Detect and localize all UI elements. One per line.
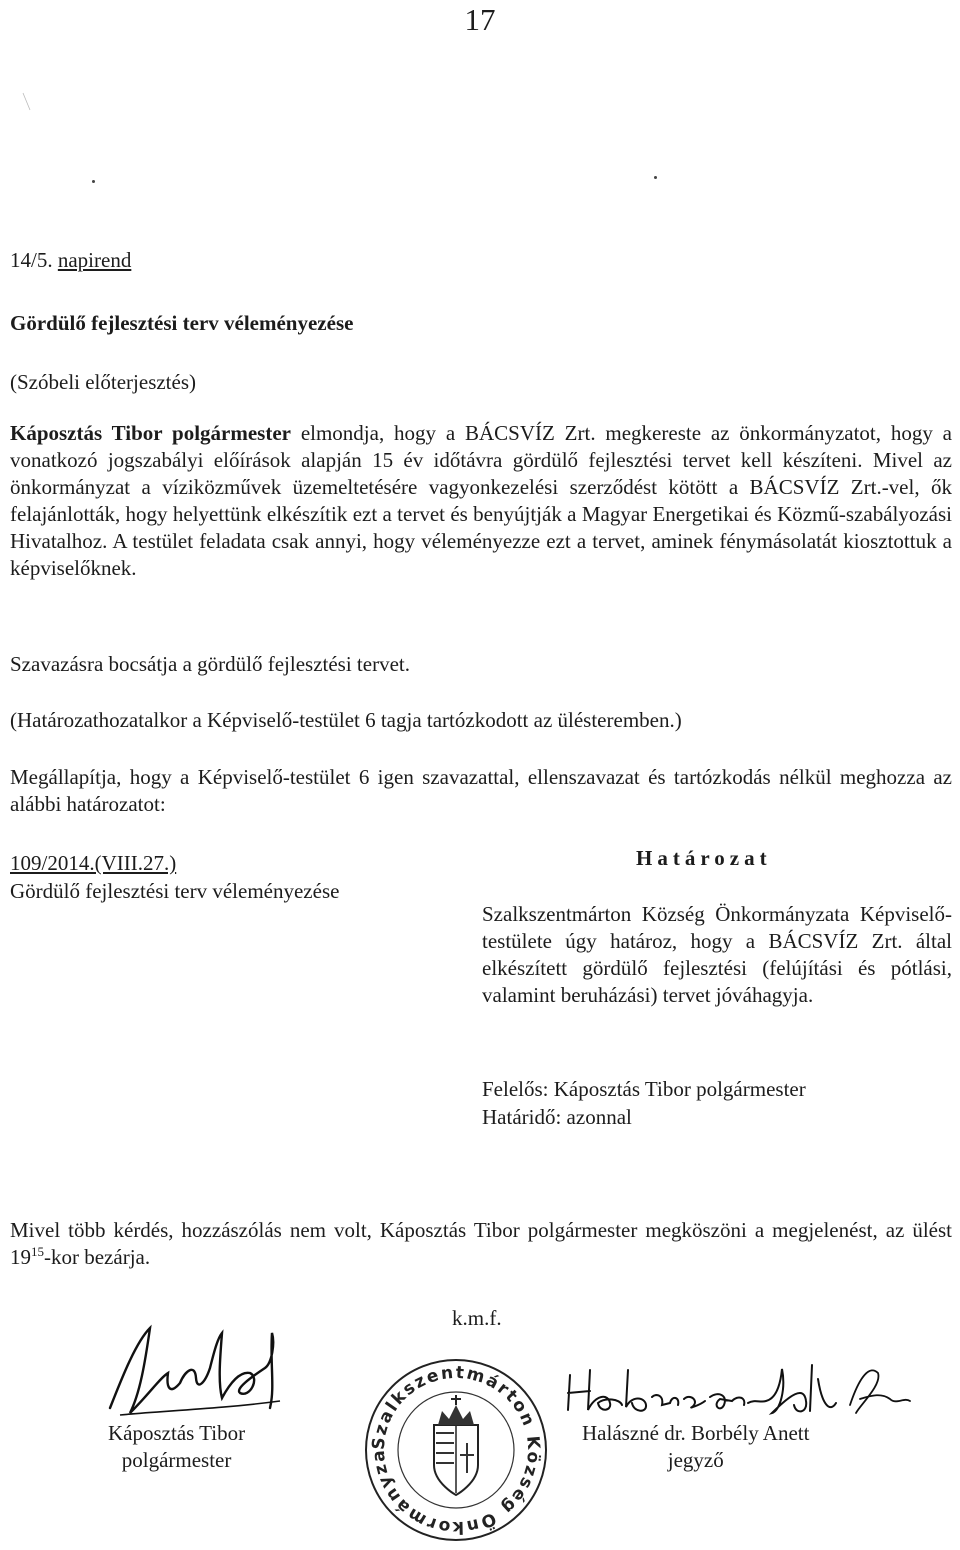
kmf-label: k.m.f. [452, 1306, 502, 1330]
stamp-text: Szalkszentmárton Község Önkormányza [368, 1362, 544, 1538]
page-number: 17 [464, 2, 496, 37]
mayor-name: Káposztás Tibor [108, 1421, 246, 1445]
agenda-label: napirend [57, 248, 132, 272]
closing-time-superscript: 15 [31, 1244, 44, 1259]
closing-text-end: -kor bezárja. [44, 1245, 151, 1269]
scan-dot [92, 180, 95, 183]
item-subtitle: (Szóbeli előterjesztés) [10, 370, 197, 394]
closing-text: Mivel több kérdés, hozzászólás nem volt, Káposztás Tibor polgármester megköszöni a megjelenést, az ülést 19 [10, 1218, 952, 1269]
mayor-signature-block [108, 1420, 245, 1474]
closing-paragraph [10, 1217, 952, 1271]
mayor-role: polgármester [121, 1448, 232, 1472]
notary-name: Halászné dr. Borbély Anett [582, 1421, 810, 1445]
notary-signature-block [582, 1420, 809, 1474]
resolution-heading: Határozat [636, 846, 772, 870]
notary-signature [560, 1355, 920, 1430]
paragraph-vote: Szavazásra bocsátja a gördülő fejlesztési tervet. [10, 652, 410, 676]
paragraph-attendance: (Határozathozatalkor a Képviselő-testület 6 tagja tartózkodott az ülésteremben.) [10, 708, 682, 732]
scan-dot [654, 176, 657, 179]
resolution-body: Szalkszentmárton Község Önkormányzata Képviselő-testülete úgy határoz, hogy a BÁCSVÍZ Zrt. által elkészített gördülő fejlesztési (felújítási és pótlási, valamint beruházási) tervet jóváhagyja. [482, 902, 952, 1007]
speaker-name: Káposztás Tibor polgármester [10, 421, 291, 445]
resolution-number: 109/2014.(VIII.27.) [10, 851, 177, 875]
official-stamp [356, 1355, 556, 1550]
agenda-number: 14/5. [10, 248, 53, 272]
resolution-deadline: Határidő: azonnal [482, 1105, 632, 1129]
paragraph-intro-text: elmondja, hogy a BÁCSVÍZ Zrt. megkereste az önkormányzatot, hogy a vonatkozó jogszabályi előírások alapján 15 év időtávra gördülő fejlesztési tervet kell készíteni. Mivel az önkormányzat a víziközművek üzemeltetésére vagyonkezelési szerződést kötött a BÁCSVÍZ Zrt.-vel, ők felajánlották, hogy helyettünk elkészítik ezt a tervet és benyújtják a Magyar Energetikai és Közmű-szabályozási Hivatalhoz. A testület feladata csak annyi, hogy véleményezze ezt a tervet, aminek fénymásolatát kiosztottuk a képviselőknek. [10, 421, 952, 580]
agenda-item [10, 247, 131, 274]
item-title: Gördülő fejlesztési terv véleményezése [10, 311, 354, 335]
paragraph-decision: Megállapítja, hogy a Képviselő-testület 6 igen szavazattal, ellenszavazat és tartózkodás nélkül meghozza az alábbi határozatot: [10, 765, 952, 816]
notary-role: jegyző [667, 1448, 724, 1472]
resolution-responsible: Felelős: Káposztás Tibor polgármester [482, 1077, 806, 1101]
resolution-subject: Gördülő fejlesztési terv véleményezése [10, 879, 340, 903]
paragraph-intro [10, 420, 952, 582]
scan-mark [22, 92, 32, 112]
